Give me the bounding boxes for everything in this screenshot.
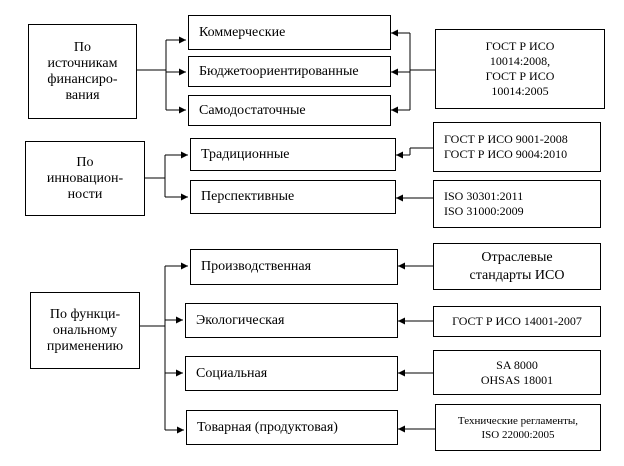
category-product: Товарная (продуктовая) xyxy=(186,410,398,445)
group-innovation-box: По инновацион- ности xyxy=(25,141,145,216)
category-ecological: Экологическая xyxy=(185,303,398,338)
category-budget-oriented: Бюджетоориентированные xyxy=(188,56,391,87)
standard-gost-9001-9004: ГОСТ Р ИСО 9001-2008 ГОСТ Р ИСО 9004:2010 xyxy=(433,122,601,172)
category-social: Социальная xyxy=(185,356,398,391)
category-self-sufficient: Самодостаточные xyxy=(188,95,391,126)
group-financing-box: По источникам финансиро- вания xyxy=(28,24,137,119)
category-production: Производственная xyxy=(190,249,398,285)
standard-industry-iso: Отраслевые стандарты ИСО xyxy=(433,243,601,290)
category-commercial: Коммерческие xyxy=(188,15,391,50)
standard-tech-regulations: Технические регламенты, ISO 22000:2005 xyxy=(435,404,601,451)
standard-gost-10014: ГОСТ Р ИСО 10014:2008, ГОСТ Р ИСО 10014:2005 xyxy=(435,29,605,109)
standard-iso-30301-31000: ISO 30301:2011 ISO 31000:2009 xyxy=(433,180,601,228)
category-traditional: Традиционные xyxy=(190,138,396,171)
standard-gost-14001: ГОСТ Р ИСО 14001-2007 xyxy=(433,306,601,337)
category-prospective: Перспективные xyxy=(190,180,396,214)
group-functional-box: По функци- ональному применению xyxy=(30,292,140,369)
standard-sa8000-ohsas: SA 8000 OHSAS 18001 xyxy=(433,350,601,395)
